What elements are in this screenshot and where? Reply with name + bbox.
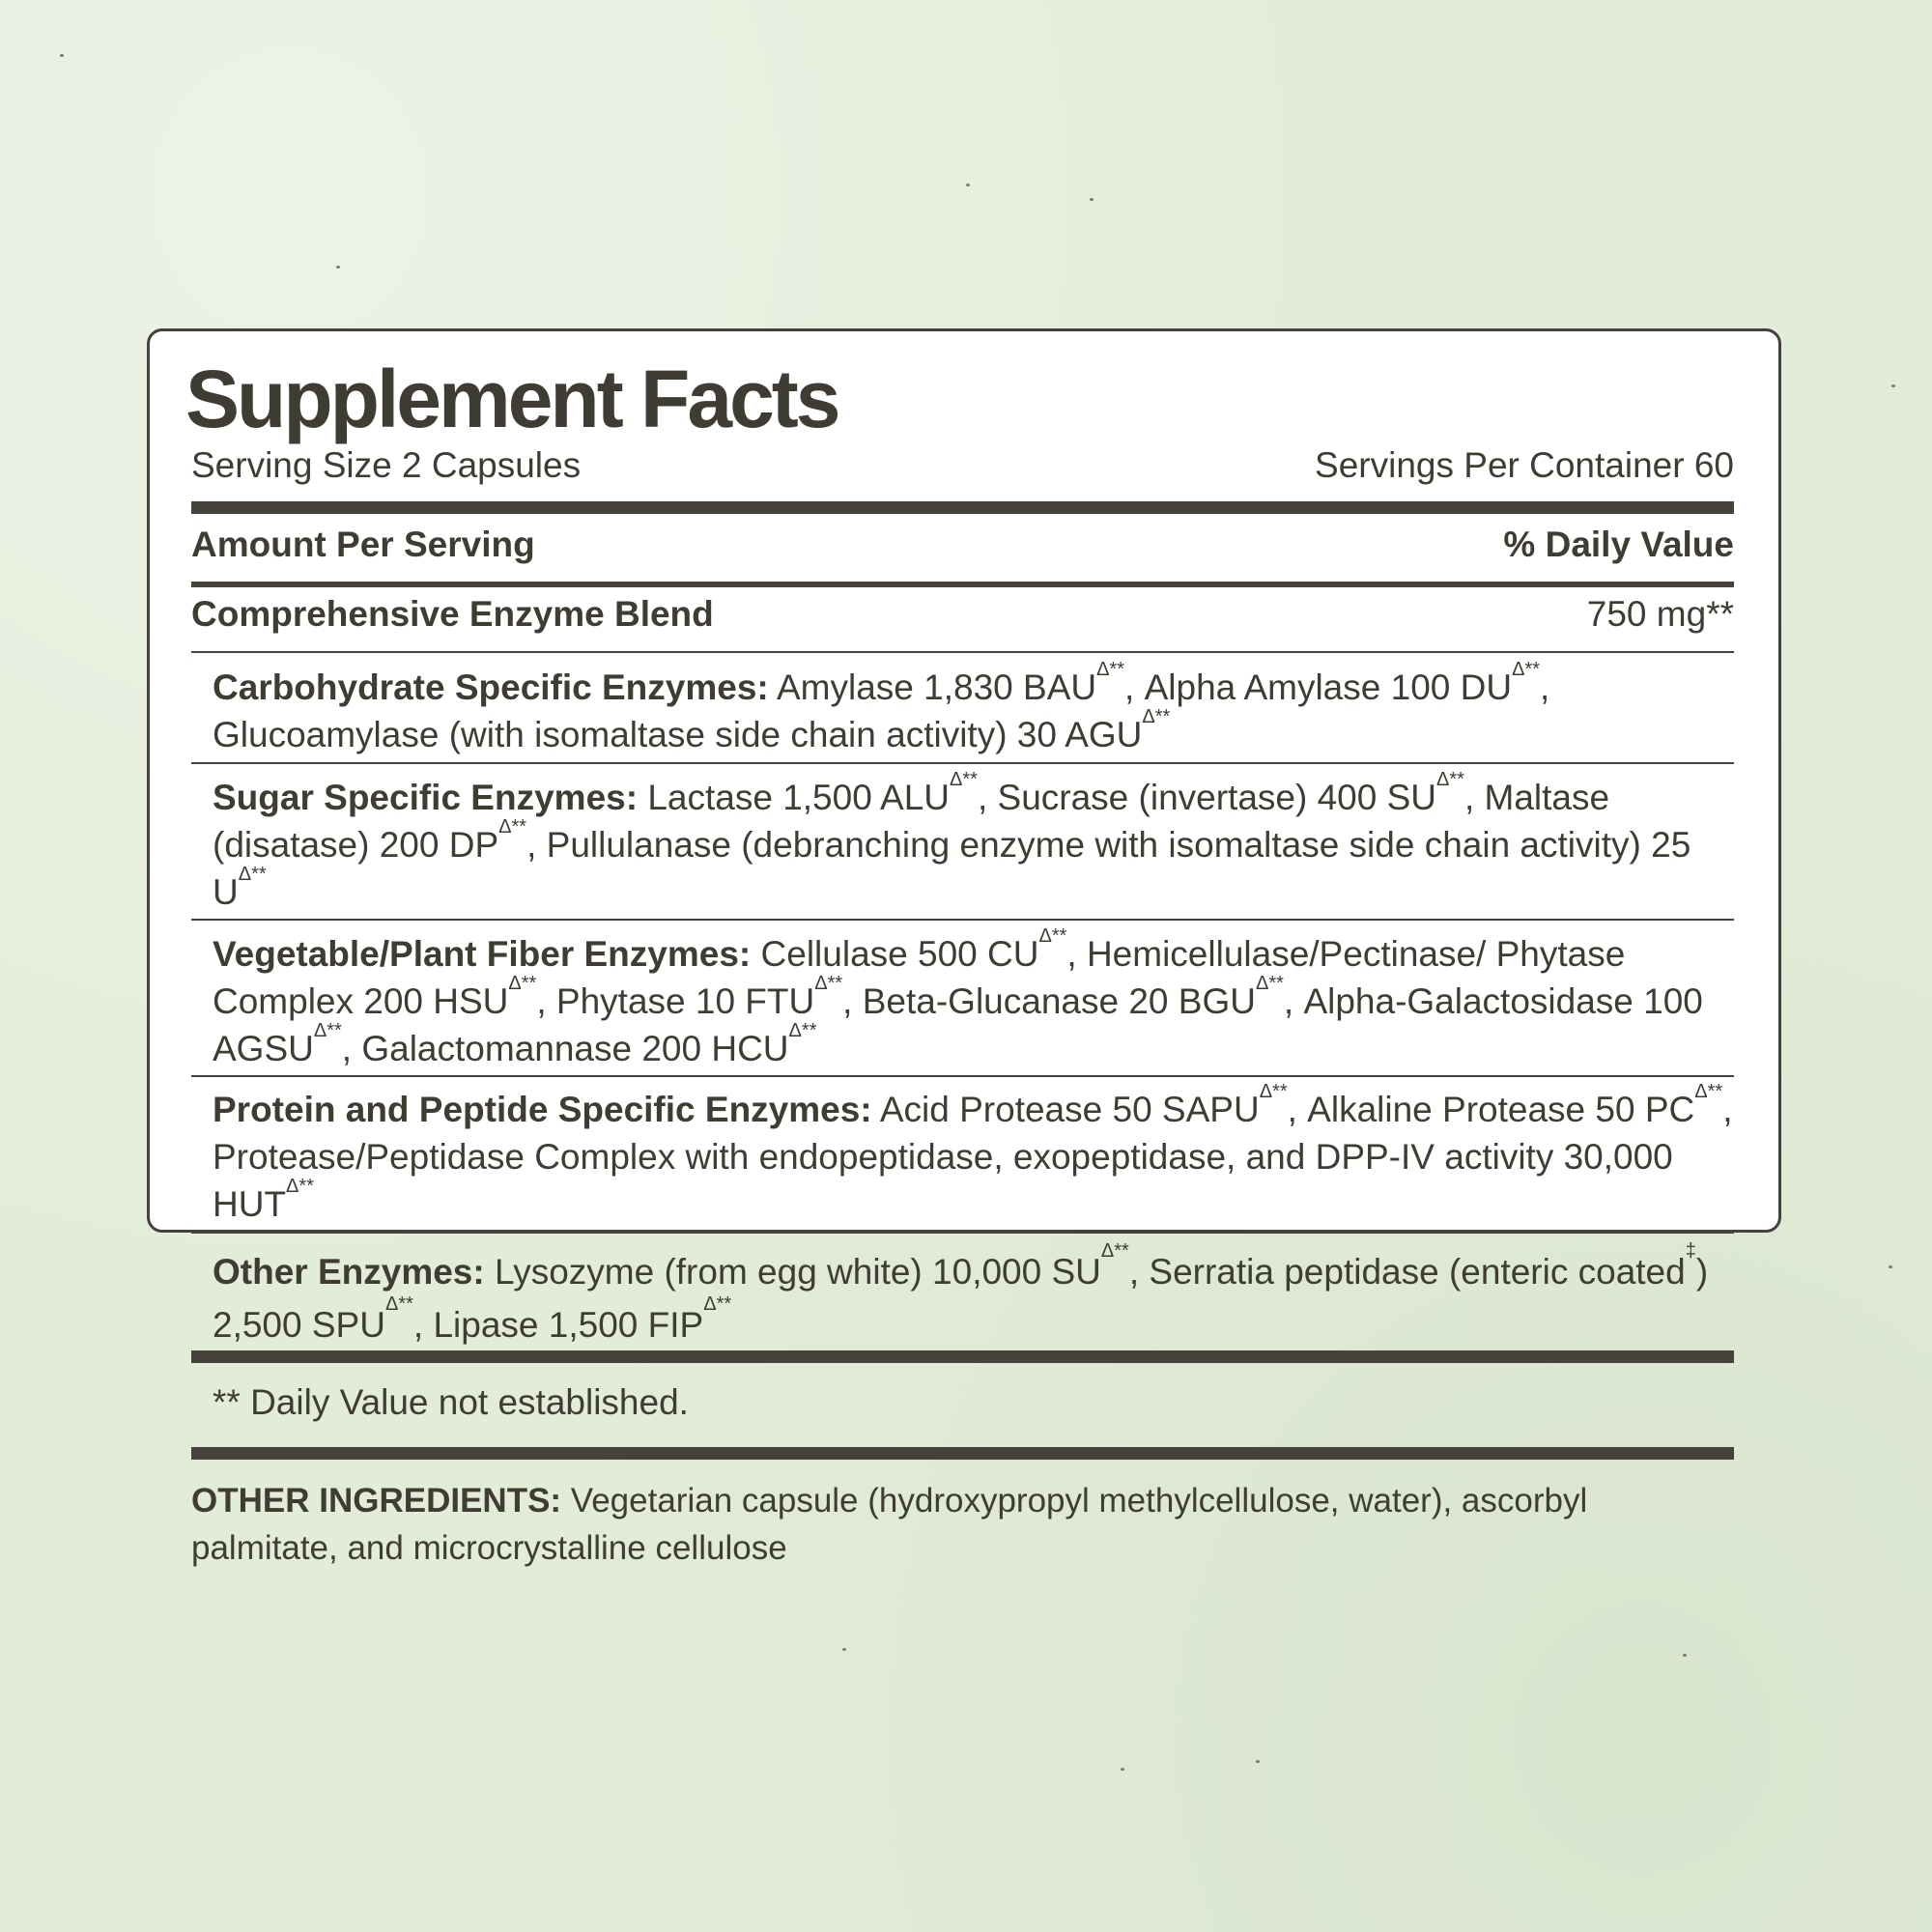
enzyme-footnote-mark: Δ** xyxy=(286,1176,314,1197)
enzyme-footnote-mark: Δ** xyxy=(498,816,527,838)
enzyme-footnote-mark: Δ** xyxy=(814,973,843,994)
enzyme-footnote-mark: Δ** xyxy=(508,973,537,994)
background-speck xyxy=(1889,1265,1892,1268)
enzyme-item: , Alkaline Protease 50 PC xyxy=(1287,1090,1695,1129)
enzyme-item: Amylase 1,830 BAU xyxy=(768,668,1097,707)
background-speck xyxy=(966,184,970,186)
thick-divider xyxy=(191,1447,1734,1460)
background-speck xyxy=(1891,384,1895,387)
thick-divider xyxy=(191,1350,1734,1363)
enzyme-item: , Galactomannase 200 HCU xyxy=(341,1029,789,1068)
background-speck xyxy=(60,54,64,57)
amount-header-row xyxy=(191,525,1734,565)
panel-title: Supplement Facts xyxy=(185,354,838,444)
group-label: Carbohydrate Specific Enzymes: xyxy=(213,668,769,707)
thin-divider xyxy=(191,1075,1734,1077)
background-speck xyxy=(842,1648,846,1651)
enzyme-item: , Phytase 10 FTU xyxy=(536,981,815,1021)
blend-name: Comprehensive Enzyme Blend xyxy=(191,594,714,634)
enzyme-footnote-mark: Δ** xyxy=(1142,706,1171,727)
other-ingredients-text: Vegetarian capsule (hydroxypropyl methylcellulose, water), ascorbyl palmitate, and microcrystalline cellulose xyxy=(191,1482,1588,1567)
enzyme-footnote-mark: Δ** xyxy=(1694,1081,1723,1102)
other-ingredients xyxy=(191,1477,1734,1572)
enzyme-footnote-mark: Δ** xyxy=(703,1293,732,1315)
enzyme-footnote-mark: Δ** xyxy=(1512,659,1541,680)
enzyme-item: , Maltase (disatase) 200 DP xyxy=(213,778,1610,865)
enzyme-footnote-mark: Δ** xyxy=(1038,925,1067,947)
thick-divider xyxy=(191,501,1734,514)
enzyme-footnote-mark: Δ** xyxy=(1436,769,1464,790)
enzyme-item: , Sucrase (invertase) 400 SU xyxy=(977,778,1436,817)
enzyme-footnote-mark: Δ** xyxy=(238,864,267,885)
background-speck xyxy=(1090,198,1094,201)
enzyme-item: Lysozyme (from egg white) 10,000 SU xyxy=(484,1252,1101,1292)
enzyme-group-sugar xyxy=(213,769,1734,916)
thin-divider xyxy=(191,651,1734,653)
group-label: Other Enzymes: xyxy=(213,1252,485,1292)
enzyme-footnote-mark: Δ** xyxy=(950,769,978,790)
enzyme-item: , Glucoamylase (with isomaltase side chain activity) 30 AGU xyxy=(213,668,1550,754)
enzyme-item: Cellulase 500 CU xyxy=(751,934,1039,974)
background-speck xyxy=(1121,1768,1124,1771)
enzyme-item: , Alpha-Galactosidase 100 AGSU xyxy=(213,981,1703,1068)
thin-divider xyxy=(191,1232,1734,1234)
enzyme-item: Acid Protease 50 SAPU xyxy=(871,1090,1260,1129)
enzyme-item: , Serratia peptidase (enteric coated xyxy=(1128,1252,1686,1292)
blend-amount: 750 mg** xyxy=(1586,594,1734,634)
enzyme-group-other xyxy=(213,1240,1734,1351)
daily-value-header: % Daily Value xyxy=(1503,525,1734,564)
group-label: Sugar Specific Enzymes: xyxy=(213,778,639,817)
background-speck xyxy=(336,266,340,269)
medium-divider xyxy=(191,582,1734,587)
enzyme-footnote-mark: Δ** xyxy=(384,1293,413,1315)
supplement-facts-panel xyxy=(147,328,1781,1567)
enzyme-item: ) 2,500 SPU xyxy=(213,1252,1709,1345)
thin-divider xyxy=(191,919,1734,921)
enzyme-item: Lactase 1,500 ALU xyxy=(638,778,951,817)
enzyme-footnote-mark: Δ** xyxy=(1096,659,1125,680)
enzyme-item: , Lipase 1,500 FIP xyxy=(412,1305,704,1345)
enzyme-item: , Hemicellulase/Pectinase/ Phytase Complex 200 HSU xyxy=(213,934,1626,1021)
enzyme-item: , Protease/Peptidase Complex with endopeptidase, exopeptidase, and DPP-IV activity 30,000 HUT xyxy=(213,1090,1733,1224)
thin-divider xyxy=(191,762,1734,764)
background-speck xyxy=(1256,1760,1260,1763)
enzyme-item: , Alpha Amylase 100 DU xyxy=(1124,668,1513,707)
serving-size: Serving Size 2 Capsules xyxy=(191,445,582,485)
enzyme-footnote-mark: Δ** xyxy=(1100,1240,1129,1262)
enzyme-item: , Beta-Glucanase 20 BGU xyxy=(842,981,1256,1021)
enzyme-group-plant-fiber xyxy=(213,925,1734,1072)
amount-per-serving-label: Amount Per Serving xyxy=(191,525,535,564)
background-speck xyxy=(1683,1654,1687,1657)
enzyme-footnote-mark: Δ** xyxy=(1259,1081,1288,1102)
enzyme-group-carbohydrate xyxy=(213,659,1734,758)
serving-info-row xyxy=(191,445,1734,486)
enzyme-footnote-mark: Δ** xyxy=(1255,973,1284,994)
enzyme-group-protein xyxy=(213,1081,1734,1228)
group-label: Protein and Peptide Specific Enzymes: xyxy=(213,1090,872,1129)
enzyme-blend-row xyxy=(191,594,1734,635)
enzyme-footnote-mark: ‡ xyxy=(1685,1240,1696,1262)
enzyme-footnote-mark: Δ** xyxy=(788,1020,817,1041)
enzyme-item: , Pullulanase (debranching enzyme with isomaltase side chain activity) 25 U xyxy=(213,825,1691,912)
enzyme-footnote-mark: Δ** xyxy=(313,1020,342,1041)
group-label: Vegetable/Plant Fiber Enzymes: xyxy=(213,934,752,974)
other-ingredients-label: OTHER INGREDIENTS: xyxy=(191,1482,562,1520)
servings-per-container: Servings Per Container 60 xyxy=(1315,445,1734,485)
daily-value-footnote: ** Daily Value not established. xyxy=(213,1382,689,1422)
